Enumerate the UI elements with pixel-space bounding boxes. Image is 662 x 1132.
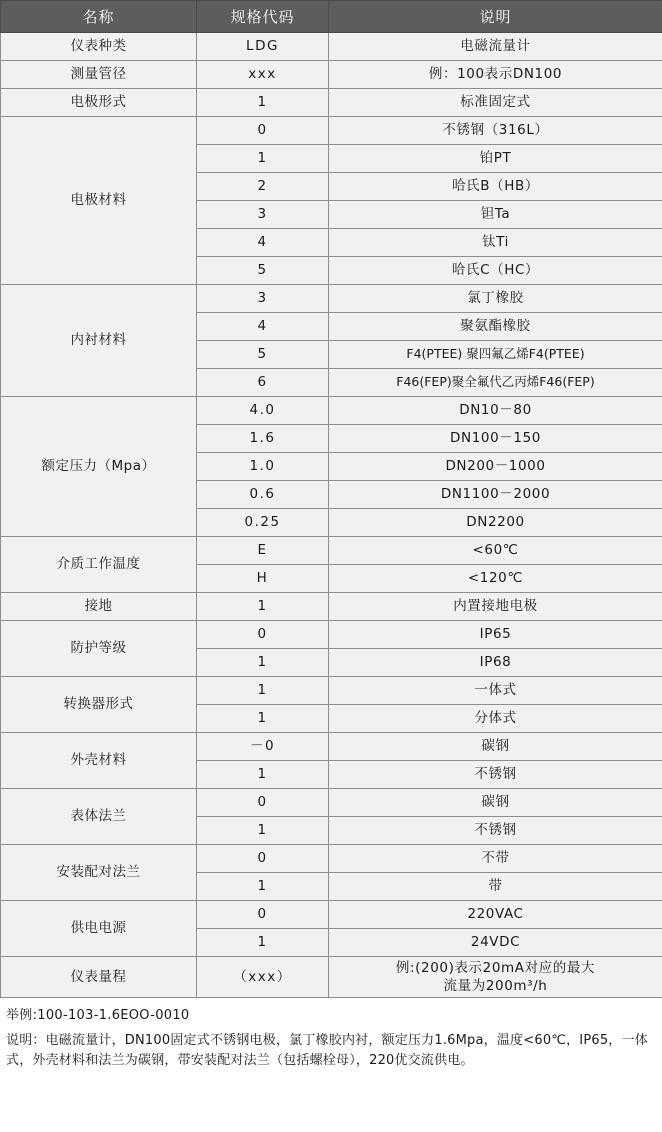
column-header-code: 规格代码 (197, 1, 329, 33)
cell-description: 铂PT (329, 145, 662, 173)
table-row (1, 621, 662, 649)
cell-code: 1 (197, 89, 329, 117)
cell-name: 供电电源 (1, 901, 197, 957)
cell-code: 4.0 (197, 397, 329, 425)
cell-description: 聚氨酯橡胶 (329, 313, 662, 341)
cell-name: 防护等级 (1, 621, 197, 677)
cell-code: ⅹⅹⅹ (197, 61, 329, 89)
table-header-row (1, 1, 662, 33)
cell-code: 6 (197, 369, 329, 397)
example-line: 举例:100-103-1.6EOO-0010 (6, 1008, 190, 1024)
cell-description: 不锈钢 (329, 761, 662, 789)
description-line: 说明：电磁流量计，DN100固定式不锈钢电极，氯丁橡胶内衬，额定压力1.6Mpa，温度<60℃，IP65，一体式，外壳材料和法兰为碳钢，带安装配对法兰（包括螺栓母），220优交流供电。 (6, 1032, 648, 1068)
cell-code: 2 (197, 173, 329, 201)
cell-code: 0 (197, 117, 329, 145)
cell-description: DN2200 (329, 509, 662, 537)
cell-description: 一体式 (329, 677, 662, 705)
cell-description: 带 (329, 873, 662, 901)
cell-description: 电磁流量计 (329, 33, 662, 61)
cell-code: 0.25 (197, 509, 329, 537)
cell-code: E (197, 537, 329, 565)
cell-description: F4(PTEE) 聚四氟乙烯F4(PTEE) (329, 341, 662, 369)
cell-code: 1 (197, 649, 329, 677)
cell-code: 4 (197, 313, 329, 341)
cell-description: 例：100表示DN100 (329, 61, 662, 89)
cell-description: DN1100－2000 (329, 481, 662, 509)
cell-code: 3 (197, 201, 329, 229)
cell-description: 钽Ta (329, 201, 662, 229)
cell-code: 4 (197, 229, 329, 257)
cell-description: 碳钢 (329, 789, 662, 817)
cell-code: 0 (197, 845, 329, 873)
cell-name: 仪表量程 (1, 957, 197, 998)
cell-code: 1.6 (197, 425, 329, 453)
cell-description: F46(FEP)聚全氟代乙丙烯F46(FEP) (329, 369, 662, 397)
cell-code: 0.6 (197, 481, 329, 509)
cell-description: 内置接地电极 (329, 593, 662, 621)
cell-code: 3 (197, 285, 329, 313)
table-body (1, 33, 662, 998)
cell-code: 1 (197, 145, 329, 173)
cell-description: 不锈钢（316L） (329, 117, 662, 145)
cell-code: H (197, 565, 329, 593)
cell-code: 0 (197, 901, 329, 929)
column-header-name: 名称 (1, 1, 197, 33)
cell-code: 0 (197, 621, 329, 649)
cell-code: 5 (197, 341, 329, 369)
cell-description: IP68 (329, 649, 662, 677)
table-row (1, 61, 662, 89)
cell-name: 电极材料 (1, 117, 197, 285)
cell-description: 哈氏B（HB） (329, 173, 662, 201)
table-row (1, 285, 662, 313)
cell-code: （ⅹⅹⅹ） (197, 957, 329, 998)
table-row (1, 33, 662, 61)
cell-description: 24VDC (329, 929, 662, 957)
cell-description: 碳钢 (329, 733, 662, 761)
cell-description: 不锈钢 (329, 817, 662, 845)
cell-name: 介质工作温度 (1, 537, 197, 593)
table-row (1, 733, 662, 761)
table-row (1, 845, 662, 873)
cell-description: 钛Ti (329, 229, 662, 257)
cell-name: 测量管径 (1, 61, 197, 89)
cell-code: 1 (197, 593, 329, 621)
cell-code: 1 (197, 677, 329, 705)
cell-name: 外壳材料 (1, 733, 197, 789)
table-row (1, 537, 662, 565)
cell-description: IP65 (329, 621, 662, 649)
cell-description: 220VAC (329, 901, 662, 929)
table-row (1, 677, 662, 705)
table-row (1, 901, 662, 929)
cell-description: 分体式 (329, 705, 662, 733)
cell-name: 仪表种类 (1, 33, 197, 61)
cell-name: 接地 (1, 593, 197, 621)
notes-block (0, 998, 662, 1070)
table-row (1, 117, 662, 145)
table-row (1, 89, 662, 117)
cell-description: <120℃ (329, 565, 662, 593)
table-row (1, 593, 662, 621)
cell-code: 1 (197, 873, 329, 901)
cell-name: 电极形式 (1, 89, 197, 117)
cell-description: <60℃ (329, 537, 662, 565)
cell-code: 1 (197, 705, 329, 733)
cell-code: 1 (197, 929, 329, 957)
cell-name: 额定压力（Mpa） (1, 397, 197, 537)
cell-description: DN10－80 (329, 397, 662, 425)
cell-code: 1 (197, 761, 329, 789)
table-row (1, 957, 662, 998)
cell-description: 标准固定式 (329, 89, 662, 117)
cell-description: 不带 (329, 845, 662, 873)
cell-description: DN100－150 (329, 425, 662, 453)
cell-code: 1.0 (197, 453, 329, 481)
cell-code: －0 (197, 733, 329, 761)
cell-code: 5 (197, 257, 329, 285)
cell-name: 内衬材料 (1, 285, 197, 397)
column-header-desc: 说明 (329, 1, 662, 33)
cell-name: 表体法兰 (1, 789, 197, 845)
cell-name: 转换器形式 (1, 677, 197, 733)
cell-description: 氯丁橡胶 (329, 285, 662, 313)
table-row (1, 397, 662, 425)
cell-description: DN200－1000 (329, 453, 662, 481)
cell-description: 哈氏C（HC） (329, 257, 662, 285)
cell-code: 1 (197, 817, 329, 845)
cell-name: 安装配对法兰 (1, 845, 197, 901)
cell-code: 0 (197, 789, 329, 817)
cell-description: 例:(200)表示20mA对应的最大 流量为200m³/h (329, 957, 662, 998)
table-row (1, 789, 662, 817)
cell-code: LDG (197, 33, 329, 61)
table-head (1, 1, 662, 33)
